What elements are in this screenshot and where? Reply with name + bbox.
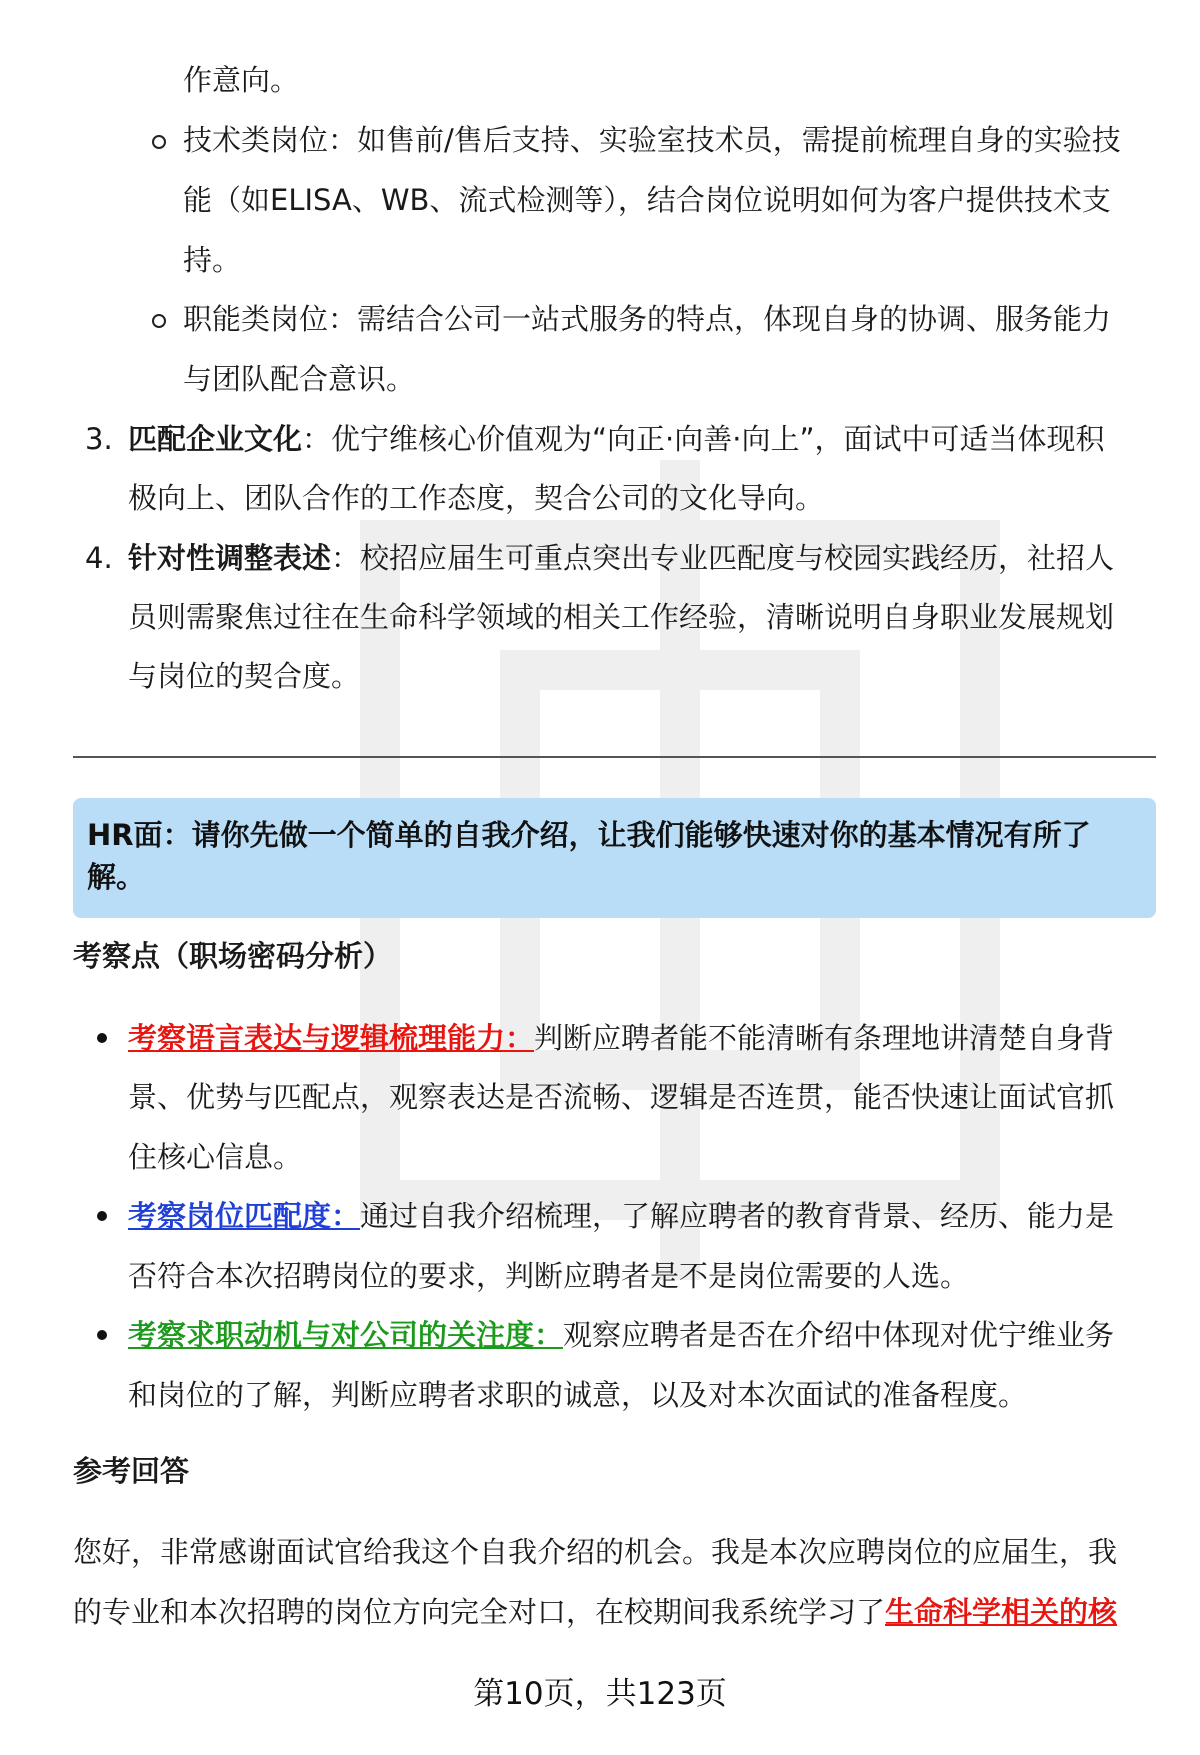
page-footer: 第10页，共123页 (473, 1676, 727, 1712)
assessment-point-text: 和岗位的了解，判断应聘者求职的诚意，以及对本次面试的准备程度。 (128, 1378, 1028, 1412)
assessment-point-first-line (128, 1018, 1114, 1058)
assessment-point-title: 考察语言表达与逻辑梳理能力： (128, 1021, 535, 1055)
assessment-point-first-line (128, 1315, 1114, 1355)
sub-item-text: 职能类岗位：需结合公司一站式服务的特点，体现自身的协调、服务能力 (183, 302, 1112, 336)
question-line: 解。 (87, 860, 146, 894)
list-number: 4. (85, 541, 113, 575)
sub-item-text: 能（如ELISA、WB、流式检测等），结合岗位说明如何为客户提供技术支 (183, 183, 1111, 217)
list-number: 3. (85, 422, 113, 456)
answer-text: 您好，非常感谢面试官给我这个自我介绍的机会。我是本次应聘岗位的应届生，我 (73, 1535, 1118, 1569)
question-line: HR面：请你先做一个简单的自我介绍，让我们能够快速对你的基本情况有所了 (87, 818, 1091, 852)
dot-bullet-icon (97, 1330, 107, 1340)
numbered-item-first-line (128, 538, 1114, 578)
reference-answer-heading: 参考回答 (73, 1454, 190, 1488)
section-divider (73, 756, 1156, 758)
dot-bullet-icon (97, 1211, 107, 1221)
circle-bullet-icon (152, 135, 166, 149)
numbered-item-text: ：校招应届生可重点突出专业匹配度与校园实践经历，社招人 (331, 541, 1115, 575)
numbered-item-text: ：优宁维核心价值观为“向正·向善·向上”，面试中可适当体现积 (302, 422, 1105, 456)
answer-text: 的专业和本次招聘的岗位方向完全对口，在校期间我系统学习了 (73, 1595, 886, 1629)
numbered-item-first-line (128, 419, 1105, 459)
question-callout (73, 798, 1156, 918)
question-text (87, 814, 1127, 898)
numbered-item-text: 与岗位的契合度。 (128, 659, 361, 693)
assessment-point-title: 考察求职动机与对公司的关注度： (128, 1318, 564, 1352)
dot-bullet-icon (97, 1033, 107, 1043)
assessment-point-text: 通过自我介绍梳理，了解应聘者的教育背景、经历、能力是 (360, 1199, 1115, 1233)
assessment-point-text: 景、优势与匹配点，观察表达是否流畅、逻辑是否连贯，能否快速让面试官抓 (128, 1080, 1115, 1114)
answer-highlight: 生命科学相关的核 (885, 1595, 1118, 1629)
assessment-point-text: 观察应聘者是否在介绍中体现对优宁维业务 (563, 1318, 1115, 1352)
assessment-point-text: 否符合本次招聘岗位的要求，判断应聘者是不是岗位需要的人选。 (128, 1259, 970, 1293)
numbered-item-title: 匹配企业文化 (128, 422, 303, 456)
answer-line (73, 1592, 1117, 1632)
numbered-item-text: 员则需聚焦过往在生命科学领域的相关工作经验，清晰说明自身职业发展规划 (128, 600, 1115, 634)
circle-bullet-icon (152, 314, 166, 328)
assessment-point-text: 住核心信息。 (128, 1140, 303, 1174)
numbered-item-title: 针对性调整表述 (128, 541, 332, 575)
assessment-heading: 考察点（职场密码分析） (73, 939, 393, 973)
sub-item-text: 与团队配合意识。 (183, 362, 416, 396)
sub-item-text: 持。 (183, 243, 242, 277)
numbered-item-text: 极向上、团队合作的工作态度，契合公司的文化导向。 (128, 481, 825, 515)
sub-item-text: 技术类岗位：如售前/售后支持、实验室技术员，需提前梳理自身的实验技 (183, 123, 1121, 157)
assessment-point-first-line (128, 1196, 1114, 1236)
continuation-text: 作意向。 (183, 63, 300, 97)
assessment-point-title: 考察岗位匹配度： (128, 1199, 361, 1233)
assessment-point-text: 判断应聘者能不能清晰有条理地讲清楚自身背 (534, 1021, 1115, 1055)
